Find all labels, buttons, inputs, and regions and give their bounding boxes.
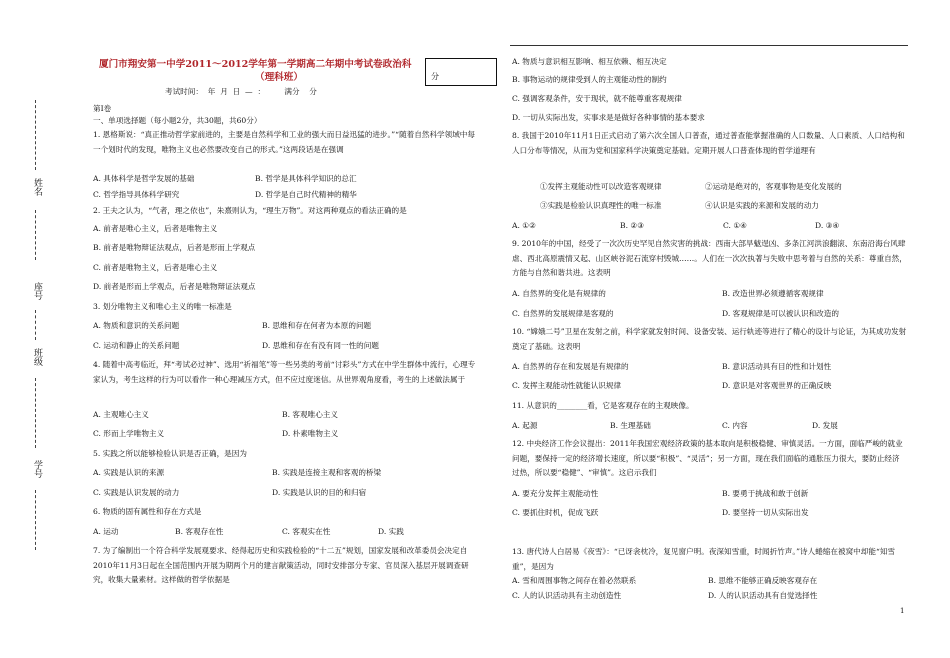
q6-option-c[interactable]: C. 客观实在性 <box>282 527 331 536</box>
q1-stem: 1. 恩格斯说：“真正推动哲学家前进的，主要是自然科学和工业的强大而日益迅猛的进步。”“随着自然科学领域中每一个划时代的发现，唯物主义也必然要改变自己的形式。”这两段话是在强调 <box>93 130 475 154</box>
q12-option-b[interactable]: B. 要勇于挑战和敢于创新 <box>722 489 809 498</box>
q1-option-d[interactable]: D. 哲学是自己时代精神的精华 <box>255 190 357 199</box>
page-number: 1 <box>900 607 905 615</box>
q13-option-c[interactable]: C. 人的认识活动具有主动创造性 <box>512 591 622 600</box>
q12-stem: 12. 中央经济工作会议提出：2011年我国宏观经济政策的基本取向是积极稳健、审慎灵活。一方面，面临严峻的就业问题，要保持一定的经济增长速度，所以要“积极”、“灵活”；另一方面，现在我们面临的通胀压力很大，要防止经济过热，所以要“稳健”、“审慎”。这启示我们 <box>512 439 903 477</box>
score-box <box>425 58 497 86</box>
q8-statement-1: ①发挥主观能动性可以改造客观规律 <box>540 182 662 191</box>
q4-option-c[interactable]: C. 形而上学唯物主义 <box>93 429 165 438</box>
q6-option-d[interactable]: D. 实践 <box>378 527 404 536</box>
q3-option-b[interactable]: B. 思维和存在何者为本原的问题 <box>262 321 372 330</box>
q11-option-c[interactable]: C. 内容 <box>722 421 748 430</box>
q6-option-b[interactable]: B. 客观存在性 <box>175 527 224 536</box>
name-label: 姓名 <box>32 178 42 196</box>
q3-option-c[interactable]: C. 运动和静止的关系问题 <box>93 341 180 350</box>
q8-option-c[interactable]: C. ①④ <box>723 221 747 230</box>
q7-option-b[interactable]: B. 事物运动的规律受到人的主观能动性的制约 <box>512 75 667 84</box>
q11-stem: 11. 从意识的________看，它是客观存在的主观映像。 <box>512 401 694 410</box>
q3-option-a[interactable]: A. 物质和意识的关系问题 <box>93 321 180 330</box>
q2-stem: 2. 王夫之认为，“气者，理之依也”，朱熹则认为，“理生万物”。对这两种观点的看法正确的是 <box>93 206 407 215</box>
q7-option-a[interactable]: A. 物质与意识相互影响、相互依赖、相互决定 <box>512 57 667 66</box>
q3-stem: 3. 划分唯物主义和唯心主义的唯一标准是 <box>93 302 232 311</box>
exam-info: 考试时间： 年 月 日 — ： 满分 分 <box>165 87 317 96</box>
q1-option-b[interactable]: B. 哲学是具体科学知识的总汇 <box>255 174 357 183</box>
score-box-label: 分 <box>431 72 439 81</box>
q1-option-c[interactable]: C. 哲学指导具体科学研究 <box>93 190 180 199</box>
q8-option-b[interactable]: B. ②③ <box>620 221 645 230</box>
q2-option-c[interactable]: C. 前者是唯物主义，后者是唯心主义 <box>93 263 218 272</box>
q5-option-b[interactable]: B. 实践是连接主观和客观的桥梁 <box>272 468 382 477</box>
q12-option-c[interactable]: C. 要抓住时机，促成飞跃 <box>512 508 599 517</box>
exam-title-line2: （理科班） <box>255 72 303 83</box>
q5-option-a[interactable]: A. 实践是认识的来源 <box>93 468 165 477</box>
q12-option-d[interactable]: D. 要坚持一切从实际出发 <box>722 508 809 517</box>
q5-option-d[interactable]: D. 实践是认识的目的和归宿 <box>272 488 367 497</box>
section-title: 一、单项选择题（每小题2分，共30题，共60分） <box>93 116 262 125</box>
q8-statement-3: ③实践是检验认识真理性的唯一标准 <box>540 201 662 210</box>
q11-option-d[interactable]: D. 发展 <box>812 421 838 430</box>
binding-line-2 <box>35 210 36 260</box>
q10-option-c[interactable]: C. 发挥主观能动性就能认识规律 <box>512 381 622 390</box>
binding-line-4 <box>35 378 36 448</box>
q8-option-a[interactable]: A. ①② <box>512 221 536 230</box>
q2-option-a[interactable]: A. 前者是唯心主义，后者是唯物主义 <box>93 224 218 233</box>
q8-statement-4: ④认识是实践的来源和发展的动力 <box>705 201 819 210</box>
q6-stem: 6. 物质的固有属性和存在方式是 <box>93 507 202 516</box>
seat-label: 座号 <box>32 282 42 300</box>
q9-option-c[interactable]: C. 自然界的发展规律是客观的 <box>512 309 614 318</box>
q7-stem: 7. 为了编制出一个符合科学发展观要求、经得起历史和实践检验的“十二五”规划，国家发展和改革委员会决定自2010年11月3日起在全国范围内开展为期两个月的建言献策活动，同时安排部分专家、官员深入基层开展调查研究，收集大量素材。这样做的哲学依据是 <box>93 546 469 584</box>
q9-stem: 9. 2010年的中国，经受了一次次历史罕见自然灾害的挑战：西南大部旱魃逞凶、多条江河洪浪翻滚、东南沿海台风肆虐、西北高原震情又起、山区峡谷泥石流穿村毁城……。人们在一次次执著与失败中思考着与自然的关系：尊重自然，方能与自然和谐共进。这表明 <box>512 239 907 277</box>
q13-stem: 13. 唐代诗人白居易《夜雪》：“已讶衾枕冷，复见窗户明。夜深知雪重，时闻折竹声。”诗人蜷缩在被窝中却能“知雪重”，是因为 <box>512 547 896 571</box>
q13-option-a[interactable]: A. 雪和周围事物之间存在着必然联系 <box>512 576 637 585</box>
q8-stem: 8. 我国于2010年11月1日正式启动了第六次全国人口普查，通过普查能掌握准确的人口数量、人口素质、人口结构和人口分布等情况，从而为党和国家科学决策奠定基础。定期开展人口普查体现的哲学道理有 <box>512 131 905 155</box>
q4-option-a[interactable]: A. 主观唯心主义 <box>93 410 149 419</box>
q3-option-d[interactable]: D. 思维和存在有没有同一性的问题 <box>262 341 379 350</box>
q4-option-d[interactable]: D. 朴素唯物主义 <box>282 429 339 438</box>
q11-option-b[interactable]: B. 生理基础 <box>610 421 651 430</box>
q8-statement-2: ②运动是绝对的，客观事物是变化发展的 <box>705 182 842 191</box>
q7-option-d[interactable]: D. 一切从实际出发，实事求是是做好各种事情的基本要求 <box>512 113 705 122</box>
q8-option-d[interactable]: D. ③④ <box>815 221 840 230</box>
q10-stem: 10. “嫦娥二号”卫星在发射之前，科学家就发射时间、设备安装、运行轨迹等进行了精心的设计与论证，为其成功发射奠定了基础。这表明 <box>512 327 907 351</box>
q10-option-a[interactable]: A. 自然界的存在和发展是有规律的 <box>512 362 629 371</box>
q9-option-b[interactable]: B. 改造世界必须遵循客观规律 <box>722 289 824 298</box>
binding-line-top <box>35 100 36 170</box>
q13-option-d[interactable]: D. 人的认识活动具有自觉选择性 <box>708 591 818 600</box>
q4-option-b[interactable]: B. 客观唯心主义 <box>282 410 338 419</box>
q12-option-a[interactable]: A. 要充分发挥主观能动性 <box>512 489 599 498</box>
q11-option-a[interactable]: A. 起源 <box>512 421 538 430</box>
q13-option-b[interactable]: B. 思维不能够正确反映客观存在 <box>708 576 818 585</box>
q5-stem: 5. 实践之所以能够检验认识是否正确，是因为 <box>93 449 247 458</box>
class-label: 班级 <box>32 348 42 366</box>
exam-title-line1: 厦门市翔安第一中学2011～2012学年第一学期高二年期中考试卷政治科 <box>99 59 412 70</box>
q10-option-b[interactable]: B. 意识活动具有目的性和计划性 <box>722 362 832 371</box>
q5-option-c[interactable]: C. 实践是认识发展的动力 <box>93 488 180 497</box>
q7-option-c[interactable]: C. 强调客观条件，安于现状，就不能尊重客观规律 <box>512 94 682 103</box>
binding-line-bottom <box>35 490 36 550</box>
q2-option-b[interactable]: B. 前者是唯物辩证法观点，后者是形而上学观点 <box>93 243 256 252</box>
q9-option-d[interactable]: D. 客观规律是可以被认识和改造的 <box>722 309 839 318</box>
number-label: 学号 <box>32 460 42 478</box>
binding-line-3 <box>35 310 36 340</box>
q10-option-d[interactable]: D. 意识是对客观世界的正确反映 <box>722 381 832 390</box>
q9-option-a[interactable]: A. 自然界的变化是有规律的 <box>512 289 606 298</box>
q6-option-a[interactable]: A. 运动 <box>93 527 119 536</box>
part-label: 第Ⅰ卷 <box>93 104 112 113</box>
q4-stem: 4. 随着中高考临近，拜“考试必过神”、选用“祈福笔”等一些另类的考前“讨彩头”方式在中学生群体中流行，心理专家认为，考生这样的行为可以看作一种心理减压方式，但不应过度迷信。从世界观角度看，考生的上述做法属于 <box>93 360 476 384</box>
q1-option-a[interactable]: A. 具体科学是哲学发展的基础 <box>93 174 195 183</box>
top-rule <box>510 45 908 46</box>
q2-option-d[interactable]: D. 前者是形而上学观点，后者是唯物辩证法观点 <box>93 282 256 291</box>
